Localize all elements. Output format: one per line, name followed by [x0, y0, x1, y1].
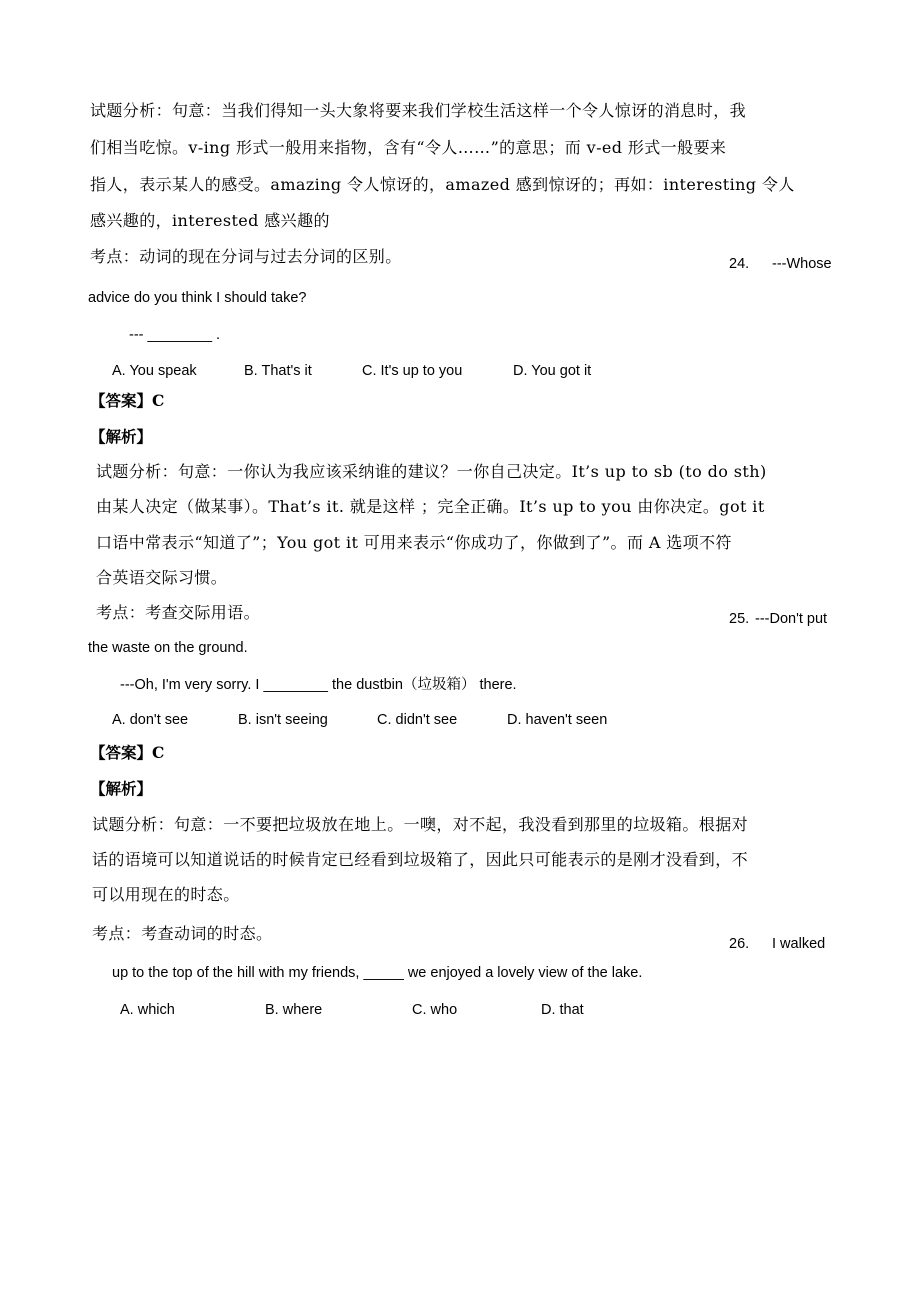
analysis-line: 们相当吃惊。v-ing 形式一般用来指物，含有“令人……”的意思；而 v-ed 形式一般要来 — [90, 138, 727, 157]
analysis-label: 【解析】 — [90, 427, 153, 446]
kaodian-line: 考点：考查动词的时态。 — [92, 924, 273, 943]
kaodian-line: 考点：动词的现在分词与过去分词的区别。 — [90, 247, 402, 266]
option-c: C. It's up to you — [362, 363, 463, 379]
option-b: B. isn't seeing — [238, 712, 328, 728]
analysis-line: 由某人决定（做某事）。That’s it. 就是这样 ；完全正确。It’s up to you 由你决定。got it — [96, 497, 765, 516]
analysis-line: 话的语境可以知道说话的时候肯定已经看到垃圾箱了，因此只可能表示的是刚才没看到，不 — [92, 850, 749, 869]
option-d: D. haven't seen — [507, 712, 608, 728]
question-reply: --- ________ . — [129, 327, 221, 343]
answer-label: 【答案】C — [90, 743, 165, 762]
question-stem: the waste on the ground. — [88, 640, 248, 656]
question-stem-start: ---Don't put — [755, 611, 828, 627]
analysis-line: 感兴趣的，interested 感兴趣的 — [90, 211, 330, 230]
option-b: B. That's it — [244, 363, 312, 379]
question-number: 24. — [729, 256, 750, 272]
kaodian-line: 考点：考查交际用语。 — [96, 603, 261, 622]
option-c: C. didn't see — [377, 712, 458, 728]
option-d: D. You got it — [513, 363, 592, 379]
option-a: A. which — [120, 1002, 175, 1018]
question-number: 26. — [729, 936, 750, 952]
option-b: B. where — [265, 1002, 323, 1018]
question-number: 25. — [729, 611, 750, 627]
analysis-line: 可以用现在的时态。 — [92, 885, 240, 904]
analysis-line: 指人，表示某人的感受。amazing 令人惊讶的，amazed 感到惊讶的；再如：interesting 令人 — [90, 175, 795, 194]
question-stem: up to the top of the hill with my friends, _____ we enjoyed a lovely view of the lake. — [112, 965, 643, 981]
answer-label: 【答案】C — [90, 391, 165, 410]
option-c: C. who — [412, 1002, 458, 1018]
analysis-label: 【解析】 — [90, 779, 153, 798]
question-reply: ---Oh, I'm very sorry. I ________ the dustbin（垃圾箱） there. — [120, 677, 517, 693]
analysis-line: 合英语交际习惯。 — [96, 568, 228, 587]
question-stem-start: ---Whose — [772, 256, 832, 272]
analysis-line: 口语中常表示“知道了”；You got it 可用来表示“你成功了，你做到了”。而 A 选项不符 — [96, 533, 732, 552]
question-stem-start: I walked — [772, 936, 826, 952]
option-a: A. You speak — [112, 363, 197, 379]
analysis-line: 试题分析：句意：一不要把垃圾放在地上。一噢，对不起，我没看到那里的垃圾箱。根据对 — [92, 815, 749, 834]
question-stem: advice do you think I should take? — [88, 290, 307, 306]
option-d: D. that — [541, 1002, 584, 1018]
analysis-line: 试题分析：句意：一你认为我应该采纳谁的建议？一你自己决定。It’s up to sb (to do sth) — [96, 462, 767, 481]
analysis-line: 试题分析：句意：当我们得知一头大象将要来我们学校生活这样一个令人惊讶的消息时，我 — [90, 101, 747, 120]
option-a: A. don't see — [112, 712, 189, 728]
